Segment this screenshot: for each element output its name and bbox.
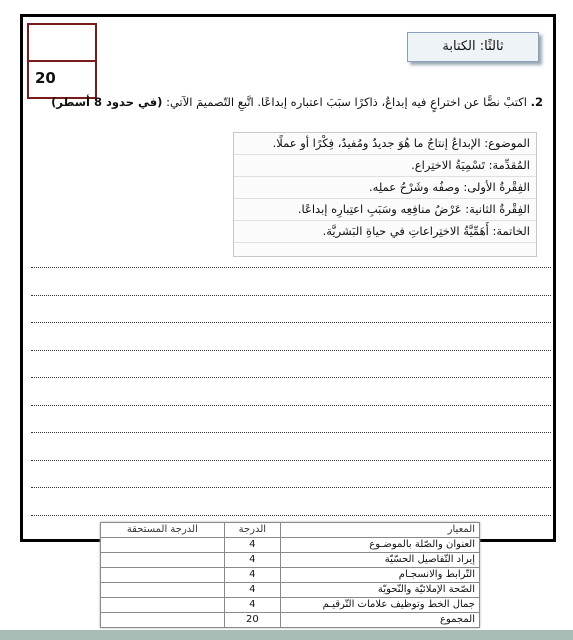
rubric-criterion: العنوان والصّلة بالموضـوع — [281, 538, 480, 553]
outline-topic: الموضوع: الإبداعُ إنتاجُ ما هُوَ جديدٌ ومُفيدٌ، فِكْرًا أو عملًا. — [234, 133, 536, 155]
answer-lines[interactable] — [31, 267, 551, 542]
outline-box — [233, 132, 537, 257]
question-number: 2. — [530, 95, 543, 109]
rubric-header-row — [101, 523, 480, 538]
rubric-criterion: جمال الخط وتوظيف علامات التّرقيـم — [281, 598, 480, 613]
table-row — [101, 598, 480, 613]
answer-line[interactable] — [31, 405, 551, 406]
section-title: ثالثًا: الكتابة — [407, 32, 539, 62]
rubric-grade: 4 — [224, 568, 280, 583]
outline-intro: المُقدِّمة: تَسْمِيَةُ الاختِراع. — [234, 155, 536, 177]
worksheet — [20, 14, 556, 542]
table-row — [101, 538, 480, 553]
bottom-bar — [0, 630, 573, 640]
answer-line[interactable] — [31, 432, 551, 433]
answer-line[interactable] — [31, 267, 551, 268]
total-score: 20 — [35, 69, 56, 87]
writing-question — [28, 93, 543, 111]
answer-line[interactable] — [31, 377, 551, 378]
rubric-earned[interactable] — [101, 568, 225, 583]
rubric-header-criterion: المعيار — [281, 523, 480, 538]
rubric-earned[interactable] — [101, 553, 225, 568]
score-box — [27, 23, 97, 99]
rubric-grade: 4 — [224, 583, 280, 598]
rubric-earned[interactable] — [101, 583, 225, 598]
score-divider — [29, 60, 95, 62]
rubric-total-label: المجموع — [281, 613, 480, 628]
answer-line[interactable] — [31, 322, 551, 323]
table-row — [101, 553, 480, 568]
rubric-criterion: إيراد التّفاصيل الحسّيّة — [281, 553, 480, 568]
rubric-grade: 4 — [224, 598, 280, 613]
answer-line[interactable] — [31, 515, 551, 516]
rubric-earned[interactable] — [101, 598, 225, 613]
rubric-header-grade: الدرجة — [224, 523, 280, 538]
rubric-criterion: الصّحة الإملائيّة والنّحويّة — [281, 583, 480, 598]
answer-line[interactable] — [31, 487, 551, 488]
rubric-earned[interactable] — [101, 538, 225, 553]
outline-paragraph-2: الفِقْرةُ الثانية: عَرْضُ منافِعِه وسَبَبِ اعتِبارِه إبداعًا. — [234, 199, 536, 221]
outline-conclusion: الخاتمة: أَهَمِّيَّةُ الاختِراعاتِ في حياةِ البَشريَّة. — [234, 221, 536, 243]
table-row — [101, 568, 480, 583]
question-limit: (في حدود 8 أسطر) — [51, 95, 163, 109]
answer-line[interactable] — [31, 295, 551, 296]
question-text: اكتبْ نصًّا عن اختراعٍ فيه إبداعٌ، ذاكرًا سبَبَ اعتباره إبداعًا. اتَّبعِ التّصميمَ الآتي: — [166, 95, 527, 109]
table-row — [101, 583, 480, 598]
rubric-table — [100, 522, 480, 628]
outline-paragraph-1: الفِقْرةُ الأولى: وصفُه وشَرْحُ عملِه. — [234, 177, 536, 199]
rubric-criterion: التّرابط والانسجـام — [281, 568, 480, 583]
answer-line[interactable] — [31, 350, 551, 351]
rubric-header-earned: الدرجة المستحقة — [101, 523, 225, 538]
answer-line[interactable] — [31, 460, 551, 461]
rubric-total-earned[interactable] — [101, 613, 225, 628]
table-row — [101, 613, 480, 628]
rubric-grade: 4 — [224, 553, 280, 568]
rubric-grade: 4 — [224, 538, 280, 553]
rubric-total-grade: 20 — [224, 613, 280, 628]
